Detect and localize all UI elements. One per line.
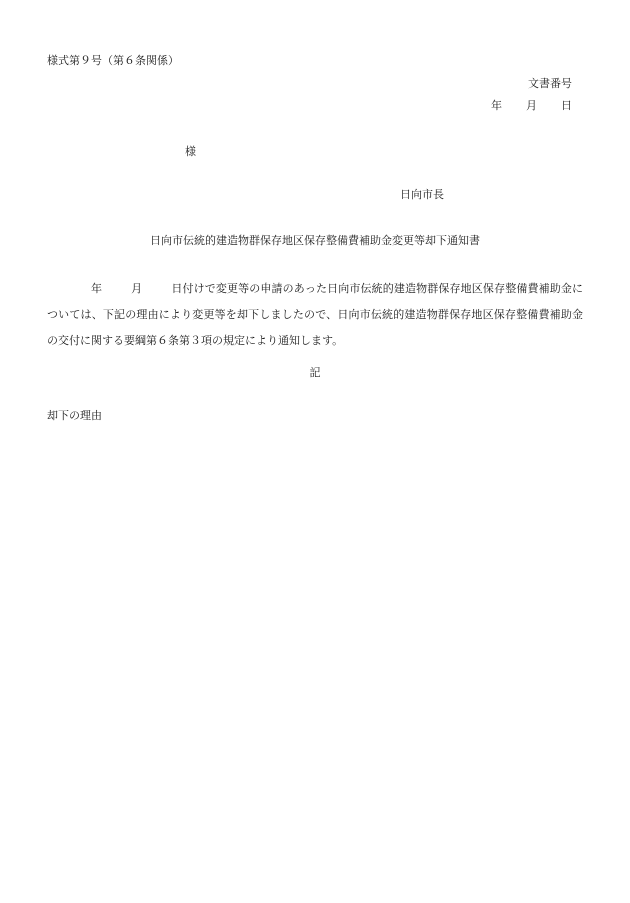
body-paragraph — [47, 276, 583, 354]
date-month-label: 月 — [526, 99, 537, 112]
rejection-reason-label: 却下の理由 — [47, 409, 102, 422]
sender-name: 日向市長 — [400, 188, 444, 201]
date-day-label: 日 — [561, 99, 572, 112]
issue-date — [491, 100, 572, 111]
form-number: 様式第９号（第６条関係） — [47, 54, 179, 67]
document-number-label: 文書番号 — [528, 77, 572, 90]
body-year-label: 年 — [91, 282, 103, 295]
body-month-label: 月 — [131, 282, 143, 295]
ki-heading: 記 — [309, 366, 321, 379]
recipient-suffix: 様 — [185, 145, 196, 158]
body-text: 日付けで変更等の申請のあった日向市伝統的建造物群保存地区保存整備費補助金については、下記の理由により変更等を却下しましたので、日向市伝統的建造物群保存地区保存整備費補助金の交付に関する要綱第６条第３項の規定により通知します。 — [47, 282, 583, 347]
document-title: 日向市伝統的建造物群保存地区保存整備費補助金変更等却下通知書 — [150, 234, 480, 247]
date-year-label: 年 — [491, 99, 502, 112]
